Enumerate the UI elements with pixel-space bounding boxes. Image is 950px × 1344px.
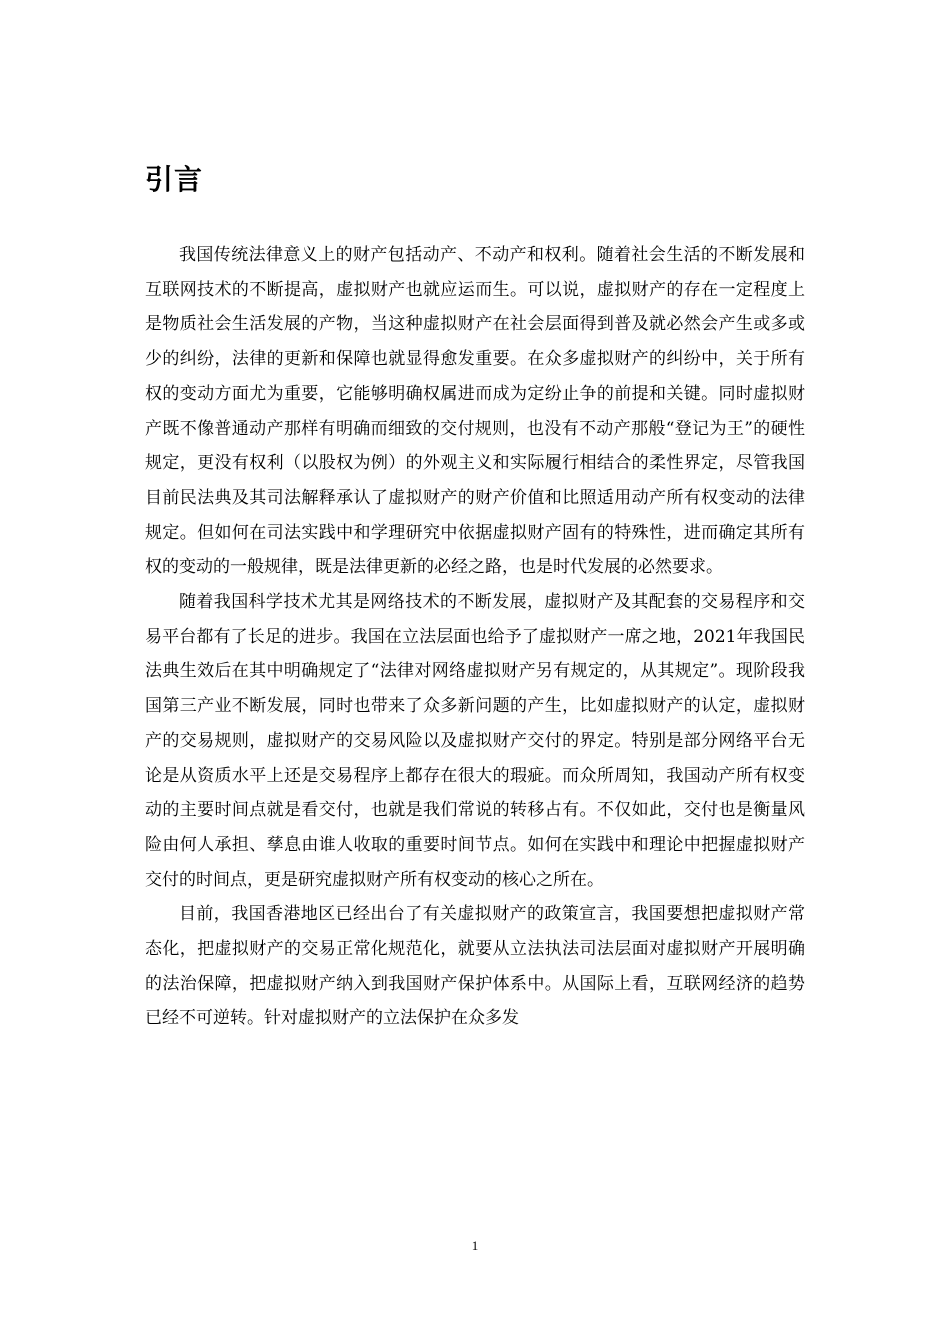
paragraph-2: 随着我国科学技术尤其是网络技术的不断发展，虚拟财产及其配套的交易程序和交易平台都有了长足的进步。我国在立法层面也给予了虚拟财产一席之地，2021年我国民法典生效后在其中明确规定了“法律对网络虚拟财产另有规定的，从其规定”。现阶段我国第三产业不断发展，同时也带来了众多新问题的产生，比如虚拟财产的认定，虚拟财产的交易规则，虚拟财产的交易风险以及虚拟财产交付的界定。特别是部分网络平台无论是从资质水平上还是交易程序上都存在很大的瑕疵。而众所周知，我国动产所有权变动的主要时间点就是看交付，也就是我们常说的转移占有。不仅如此，交付也是衡量风险由何人承担、孳息由谁人收取的重要时间节点。如何在实践中和理论中把握虚拟财产交付的时间点，更是研究虚拟财产所有权变动的核心之所在。: [145, 592, 805, 890]
paragraph-3: 目前，我国香港地区已经出台了有关虚拟财产的政策宣言，我国要想把虚拟财产常态化，把虚拟财产的交易正常化规范化，就要从立法执法司法层面对虚拟财产开展明确的法治保障，把虚拟财产纳入到我国财产保护体系中。从国际上看，互联网经济的趋势已经不可逆转。针对虚拟财产的立法保护在众多发: [145, 904, 805, 1029]
paragraph-1: 我国传统法律意义上的财产包括动产、不动产和权利。随着社会生活的不断发展和互联网技术的不断提高，虚拟财产也就应运而生。可以说，虚拟财产的存在一定程度上是物质社会生活发展的产物，当这种虚拟财产在社会层面得到普及就必然会产生或多或少的纠纷，法律的更新和保障也就显得愈发重要。在众多虚拟财产的纠纷中，关于所有权的变动方面尤为重要，它能够明确权属进而成为定纷止争的前提和关键。同时虚拟财产既不像普通动产那样有明确而细致的交付规则，也没有不动产那般“登记为王”的硬性规定，更没有权利（以股权为例）的外观主义和实际履行相结合的柔性界定，尽管我国目前民法典及其司法解释承认了虚拟财产的财产价值和比照适用动产所有权变动的法律规定。但如何在司法实践中和学理研究中依据虚拟财产固有的特殊性，进而确定其所有权的变动的一般规律，既是法律更新的必经之路，也是时代发展的必然要求。: [145, 245, 805, 578]
page-number: 1: [471, 1238, 479, 1253]
section-heading: 引言: [145, 163, 204, 196]
body-text: [145, 238, 805, 1036]
